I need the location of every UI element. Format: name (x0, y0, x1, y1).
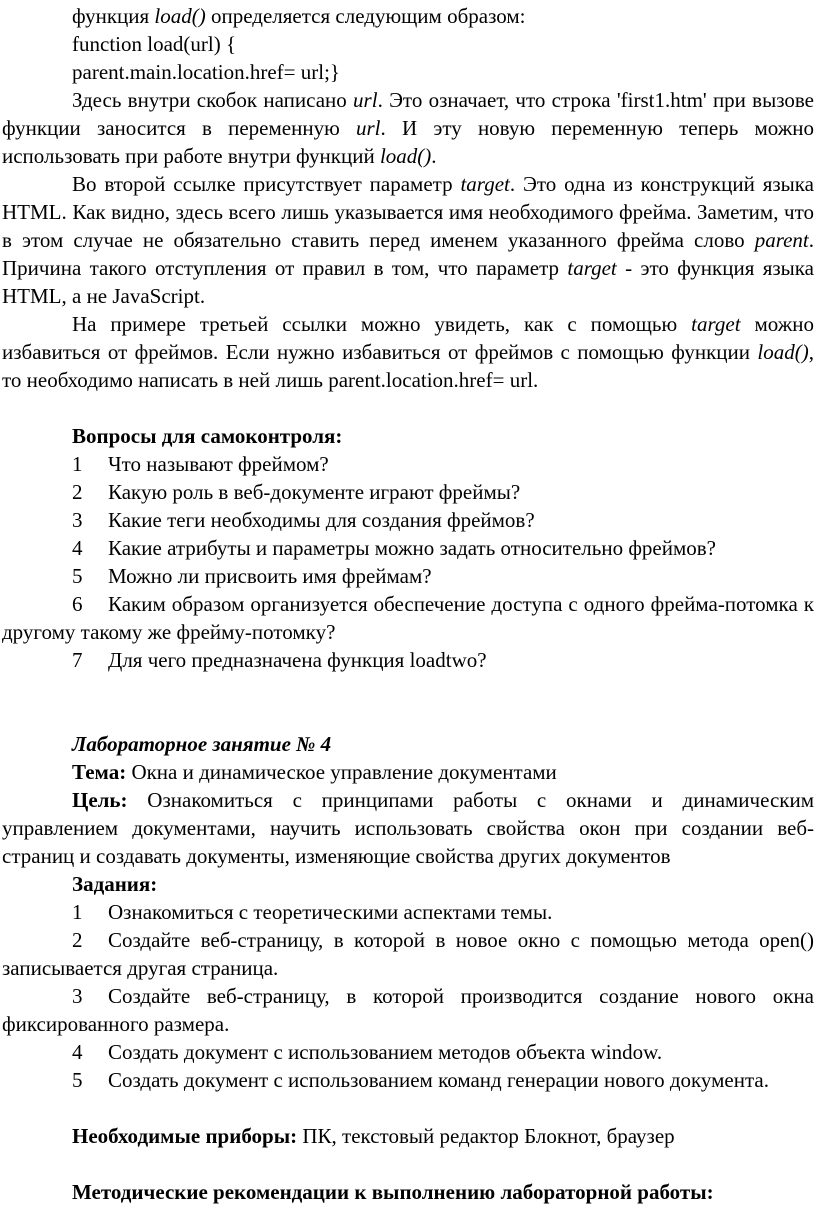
text-span: определяется следующим образом: (205, 4, 526, 28)
item-text: Создать документ с использованием методов объекта window. (108, 1040, 663, 1064)
intro-line (2, 2, 814, 30)
emphasis: load() (379, 144, 432, 168)
text-span: . (431, 144, 437, 168)
emphasis: url (353, 88, 378, 112)
text-span: - это функция языка HTML, а не JavaScript. (2, 256, 814, 308)
item-number: 1 (72, 452, 83, 476)
list-item (2, 534, 814, 562)
item-number: 4 (72, 536, 83, 560)
paragraph-target (2, 170, 814, 310)
list-item (2, 478, 814, 506)
item-text: Создать документ с использованием команд генерации нового документа. (108, 1068, 769, 1092)
text-span: . И эту новую переменную теперь можно использовать при работе внутри функций (2, 116, 814, 168)
text-span: . Это одна из конструкций языка HTML. Как видно, здесь всего лишь указывается имя необходимого фрейма. Заметим, что в этом случае не обязательно ставить перед именем указанного фрейма слово (2, 172, 814, 252)
questions-heading: Вопросы для самоконтроля: (72, 424, 343, 448)
text-span: . Причина такого отступления от правил в том, что параметр (2, 228, 814, 280)
text-span: Во второй ссылке присутствует параметр (72, 172, 461, 196)
topic-text: Окна и динамическое управление документами (126, 760, 557, 784)
list-item (2, 590, 814, 646)
text-span: На примере третьей ссылки можно увидеть, как с помощью (72, 312, 692, 336)
list-item (2, 982, 814, 1038)
text-span: функция (72, 4, 155, 28)
equipment-line (2, 1122, 814, 1150)
text-span: . Это означает, что строка 'first1.htm' при вызове функции заносится в переменную (2, 88, 814, 140)
lab-title (2, 730, 814, 758)
list-item (2, 562, 814, 590)
item-text: Создайте веб-страницу, в которой производится создание нового окна фиксированного размера. (2, 984, 814, 1036)
goal-label: Цель: (72, 788, 128, 812)
paragraph-third-link (2, 310, 814, 394)
item-text: Создайте веб-страницу, в которой в новое окно с помощью метода open() записывается другая страница. (2, 928, 814, 980)
tasks-list (2, 898, 814, 1094)
item-text: Можно ли присвоить имя фреймам? (108, 564, 432, 588)
questions-list (2, 450, 814, 674)
tasks-heading: Задания: (72, 872, 158, 896)
item-number: 7 (72, 648, 83, 672)
equipment-label: Необходимые приборы: (72, 1124, 298, 1148)
list-item (2, 1038, 814, 1066)
item-number: 2 (72, 928, 83, 952)
text-span: Здесь внутри скобок написано (72, 88, 354, 112)
lab-goal (2, 786, 814, 870)
code-line-1: function load(url) { (72, 32, 237, 56)
emphasis: target (691, 312, 741, 336)
item-number: 2 (72, 480, 83, 504)
list-item (2, 898, 814, 926)
topic-label: Тема: (72, 760, 127, 784)
item-number: 1 (72, 900, 83, 924)
emphasis: target (460, 172, 510, 196)
list-item (2, 1066, 814, 1094)
item-number: 4 (72, 1040, 83, 1064)
item-text: Каким образом организуется обеспечение доступа с одного фрейма-потомка к другому такому же фрейму-потомку? (2, 592, 814, 644)
item-text: Какую роль в веб-документе играют фреймы? (108, 480, 521, 504)
paragraph-url (2, 86, 814, 170)
code-line-2: parent.main.location.href= url;} (72, 60, 340, 84)
recommendations-heading: Методические рекомендации к выполнению лабораторной работы: (72, 1180, 714, 1204)
list-item (2, 926, 814, 982)
item-text: Какие атрибуты и параметры можно задать относительно фреймов? (108, 536, 717, 560)
text-span: можно избавиться от фреймов. Если нужно избавиться от фреймов с помощью функции (2, 312, 814, 364)
item-text: Для чего предназначена функция loadtwo? (108, 648, 487, 672)
item-number: 6 (72, 592, 83, 616)
emphasis: parent (754, 228, 809, 252)
emphasis: target (567, 256, 617, 280)
emphasis: url (355, 116, 381, 140)
goal-text: Ознакомиться с принципами работы с окнами и динамическим управлением документами, научить использовать свойства окон при создании веб-страниц и создавать документы, изменяющие свойства других документов (2, 788, 814, 868)
equipment-text: ПК, текстовый редактор Блокнот, браузер (297, 1124, 675, 1148)
emphasis: load() (757, 340, 809, 364)
item-number: 3 (72, 508, 83, 532)
lab-topic (2, 758, 814, 786)
item-number: 5 (72, 1068, 83, 1092)
list-item (2, 450, 814, 478)
item-number: 3 (72, 984, 83, 1008)
item-number: 5 (72, 564, 83, 588)
text-span: , то необходимо написать в ней лишь parent.location.href= url. (2, 340, 814, 392)
list-item (2, 646, 814, 674)
item-text: Какие теги необходимы для создания фреймов? (108, 508, 535, 532)
lab-title-text: Лабораторное занятие № 4 (72, 732, 332, 756)
list-item (2, 506, 814, 534)
emphasis: load() (154, 4, 206, 28)
item-text: Что называют фреймом? (108, 452, 329, 476)
item-text: Ознакомиться с теоретическими аспектами темы. (108, 900, 553, 924)
